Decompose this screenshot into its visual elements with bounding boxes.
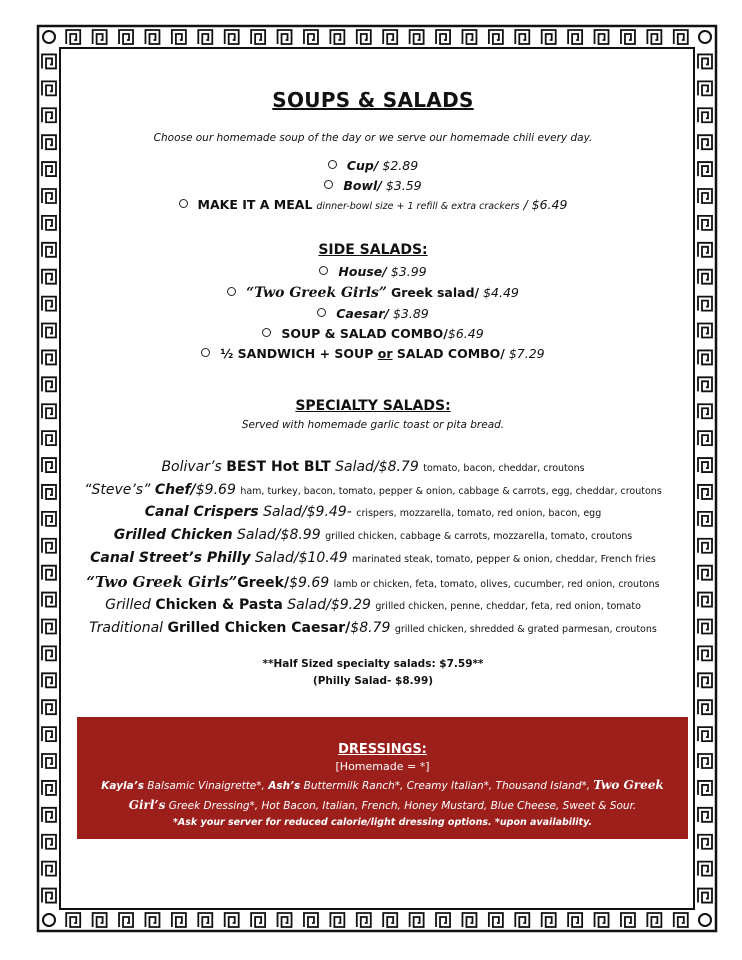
philly-half-note: (Philly Salad- $8.99) — [312, 675, 434, 687]
bullet-icon — [319, 266, 328, 275]
side-greek: “Two Greek Girls” Greek salad/ $4.49 — [64, 285, 682, 301]
specialty-item-chef: “Steve’s” Chef/$9.69 ham, turkey, bacon, tomato, pepper & onion, cabbage & carrots, egg, cheddar, croutons — [84, 482, 662, 498]
page-title: SOUPS & SALADS — [272, 88, 474, 112]
bullet-icon — [201, 348, 210, 357]
dressings-legend: [Homemade = *] — [335, 760, 430, 773]
side-caesar: Caesar/ $3.89 — [64, 306, 682, 321]
dressings-heading: DRESSINGS: — [338, 742, 427, 757]
bullet-icon — [262, 328, 271, 337]
soup-bowl: Bowl/ $3.59 — [64, 178, 682, 193]
half-size-note: **Half Sized specialty salads: $7.59** — [262, 658, 484, 670]
bullet-icon — [179, 199, 188, 208]
dressings-line-2: Girl’s Greek Dressing*, Hot Bacon, Italian, French, Honey Mustard, Blue Cheese, Sweet & Sour. — [128, 798, 637, 812]
dressings-panel — [77, 717, 688, 839]
side-soup-salad-combo: SOUP & SALAD COMBO/$6.49 — [64, 326, 682, 341]
specialty-salads-heading: SPECIALTY SALADS: — [295, 398, 451, 414]
specialty-item-grilled-chicken: Grilled Chicken Salad/$8.99 grilled chicken, cabbage & carrots, mozzarella, tomato, croutons — [113, 527, 633, 543]
dressings-note: *Ask your server for reduced calorie/light dressing options. *upon availability. — [172, 817, 593, 828]
specialty-item-caesar: Traditional Grilled Chicken Caesar/$8.79 grilled chicken, shredded & grated parmesan, croutons — [89, 620, 657, 636]
bullet-icon — [227, 287, 236, 296]
bullet-icon — [328, 160, 337, 169]
side-house: House/ $3.99 — [64, 264, 682, 279]
soup-intro: Choose our homemade soup of the day or we serve our homemade chili every day. — [153, 132, 593, 144]
side-half-sandwich-combo: ½ SANDWICH + SOUP or SALAD COMBO/ $7.29 — [64, 346, 682, 361]
specialty-item-canal-crispers: Canal Crispers Salad/$9.49- crispers, mozzarella, tomato, red onion, bacon, egg — [144, 504, 602, 520]
menu-page — [64, 66, 682, 904]
specialty-item-greek: “Two Greek Girls”Greek/$9.69 lamb or chicken, feta, tomato, olives, cucumber, red onion, croutons — [86, 573, 660, 591]
bullet-icon — [317, 308, 326, 317]
specialty-subtitle: Served with homemade garlic toast or pita bread. — [241, 419, 505, 431]
dressings-line-1: Kayla’s Balsamic Vinaigrette*, Ash’s Buttermilk Ranch*, Creamy Italian*, Thousand Island*, Two Greek — [101, 778, 664, 792]
bullet-icon — [324, 180, 333, 189]
side-salads-heading: SIDE SALADS: — [318, 242, 428, 258]
specialty-item-chicken-pasta: Grilled Chicken & Pasta Salad/$9.29 grilled chicken, penne, cheddar, feta, red onion, tomato — [105, 597, 641, 613]
specialty-item-blt: Bolivar’s BEST Hot BLT Salad/$8.79 tomato, bacon, cheddar, croutons — [161, 459, 585, 475]
specialty-item-philly: Canal Street’s Philly Salad/$10.49 marinated steak, tomato, pepper & onion, cheddar, French fries — [90, 550, 656, 566]
make-it-a-meal: MAKE IT A MEAL dinner-bowl size + 1 refill & extra crackers / $6.49 — [64, 197, 682, 212]
soup-cup: Cup/ $2.89 — [64, 158, 682, 173]
